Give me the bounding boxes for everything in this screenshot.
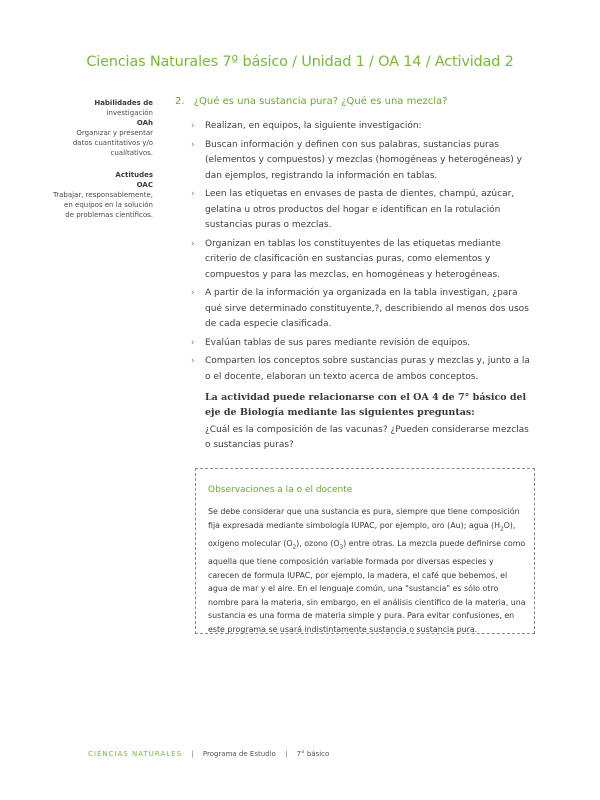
- list-item: › Organizan en tablas los constituyentes de las etiquetas mediante criterio de clasificación en sustancias puras, como elementos y compuestos y para las mezclas, en homogéneas y heterogéneas.: [191, 238, 501, 280]
- skills-subheading: investigación: [106, 109, 153, 117]
- chevron-right-icon: ›: [191, 189, 195, 199]
- skills-heading: Habilidades de: [94, 99, 153, 107]
- chevron-right-icon: ›: [191, 337, 195, 348]
- biology-connection: [205, 390, 535, 453]
- list-item: › Leen las etiquetas en envases de pasta de dientes, champú, azúcar, gelatina u otros productos del hogar e identifican en la rotulación sustancias puras o mezclas.: [191, 189, 515, 230]
- skills-code: OAh: [136, 119, 153, 127]
- sidebar-notes: [40, 98, 153, 220]
- observations-title: Observaciones a la o el docente: [208, 485, 353, 495]
- question-text: ¿Qué es una sustancia pura? ¿Qué es una mezcla?: [193, 96, 448, 107]
- teacher-observations-box: [195, 468, 535, 634]
- chevron-right-icon: ›: [191, 121, 195, 131]
- skills-text-line: cualitativos.: [110, 149, 153, 157]
- question-number: 2.: [175, 96, 185, 107]
- attitudes-heading: Actitudes: [115, 171, 153, 179]
- footer-program: Programa de Estudio: [202, 750, 276, 758]
- attitudes-text-line: Trabajar, responsablemente,: [52, 191, 153, 199]
- chevron-right-icon: ›: [191, 238, 195, 249]
- list-item: › A partir de la información ya organizada en la tabla investigan, ¿para qué sirve determinado constituyente,?, describiendo al menos dos usos de cada especie clasificada.: [191, 288, 529, 329]
- biology-connection-questions: ¿Cuál es la composición de las vacunas? ¿Pueden considerarse mezclas o sustancias puras?: [205, 425, 529, 450]
- footer-grade: 7° básico: [296, 750, 330, 758]
- activity-main: [175, 96, 535, 453]
- footer-separator: |: [285, 750, 288, 758]
- list-item: › Buscan información y definen con sus palabras, sustancias puras (elementos y compuestos) y mezclas (homogéneas y heterogéneas) y dan ejemplos, registrando la información en tablas.: [191, 139, 523, 181]
- skills-text-line: Organizar y presentar: [76, 129, 153, 137]
- question-heading: [175, 96, 535, 107]
- page-header-title: Ciencias Naturales 7º básico / Unidad 1 / OA 14 / Actividad 2: [86, 54, 514, 70]
- list-item: › Comparten los conceptos sobre sustancias puras y mezclas y, junto a la o el docente, elaboran un texto acerca de ambos conceptos.: [191, 356, 530, 382]
- attitudes-code: OAC: [136, 181, 153, 189]
- skills-text-line: datos cuantitativos y/o: [72, 139, 153, 147]
- footer-brand: CIENCIAS NATURALES: [88, 750, 183, 758]
- footer-separator: |: [191, 750, 194, 758]
- list-item: › Evalúan tablas de sus pares mediante revisión de equipos.: [175, 336, 535, 352]
- steps-list: [175, 119, 535, 385]
- list-item: › Realizan, en equipos, la siguiente investigación:: [175, 119, 535, 135]
- chevron-right-icon: ›: [191, 288, 195, 298]
- attitudes-text-line: en equipos en la solución: [64, 201, 153, 209]
- biology-connection-title: La actividad puede relacionarse con el OA 4 de 7° básico del eje de Biología mediante las siguientes preguntas:: [205, 392, 527, 418]
- attitudes-text-line: de problemas científicos.: [65, 211, 153, 219]
- page-footer: [88, 750, 329, 758]
- chevron-right-icon: ›: [191, 139, 195, 150]
- observations-text: Se debe considerar que una sustancia es pura, siempre que tiene composición fija expresada mediante simbología IUPAC, por ejemplo, oro (Au); agua $(H_2O)$, oxígeno molecular $(O_2)$, ozono $(O_3)$ entre otras. La mezcla puede definirse como aquella que tiene composición variable formada por diversas especies y carecen de formula IUPAC, por ejemplo, la madera, el café que bebemos, el agua de mar y el aire. En el lenguaje común, una "sustancia" es sólo otro nombre para la materia, sin embargo, en el análisis científico de la materia, una sustancia es una forma de materia simple y pura. Para evitar confusiones, en este programa se usará indistintamente sustancia o sustancia pura.: [208, 507, 526, 634]
- chevron-right-icon: ›: [191, 356, 195, 366]
